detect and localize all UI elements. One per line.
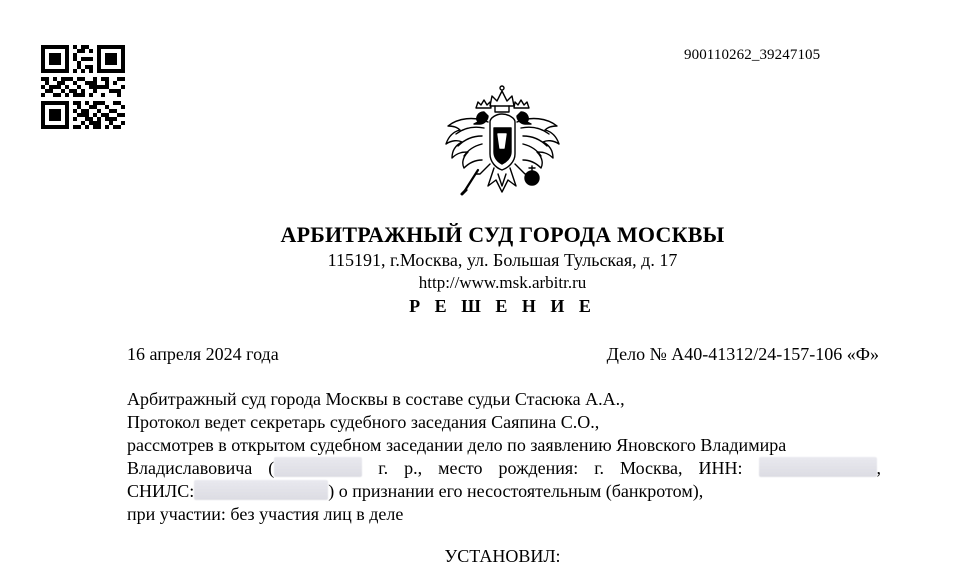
document-id: 900110262_39247105 <box>684 47 821 63</box>
decision-date: 16 апреля 2024 года <box>127 344 279 364</box>
document-type-heading: Р Е Ш Е Н И Е <box>409 296 596 316</box>
decision-intro <box>127 388 881 526</box>
coat-of-arms-icon <box>440 82 565 204</box>
intro-line-case: рассмотрев в открытом судебном заседании дело по заявлению Яновского Владимира <box>127 435 787 455</box>
section-established-heading: УСТАНОВИЛ: <box>444 546 561 566</box>
intro-line-snils: СНИЛС: ) о признании его несостоятельным (банкротом), <box>127 481 704 501</box>
intro-line-debtor: Владиславовича ( г. р., место рождения: г. Москва, ИНН: , <box>127 458 881 478</box>
court-address: 115191, г.Москва, ул. Большая Тульская, д. 17 <box>327 250 678 270</box>
court-website: http://www.msk.arbitr.ru <box>418 273 587 292</box>
qr-code-icon <box>41 45 125 129</box>
birth-date-group: ( <box>268 457 362 480</box>
redacted-birth-date <box>274 457 362 477</box>
inn-group: , <box>759 457 882 480</box>
intro-line-participants: при участии: без участия лиц в деле <box>127 504 404 524</box>
redacted-inn <box>759 457 877 477</box>
intro-line-judge: Арбитражный суд города Москвы в составе судьи Стасюка А.А., <box>127 389 625 409</box>
redacted-snils <box>194 480 328 500</box>
intro-line-secretary: Протокол ведет секретарь судебного заседания Саяпина С.О., <box>127 412 600 432</box>
debtor-patronymic: Владиславовича <box>127 458 253 478</box>
court-title: АРБИТРАЖНЫЙ СУД ГОРОДА МОСКВЫ <box>280 222 725 247</box>
case-number: Дело № А40-41312/24-157-106 «Ф» <box>606 344 879 364</box>
